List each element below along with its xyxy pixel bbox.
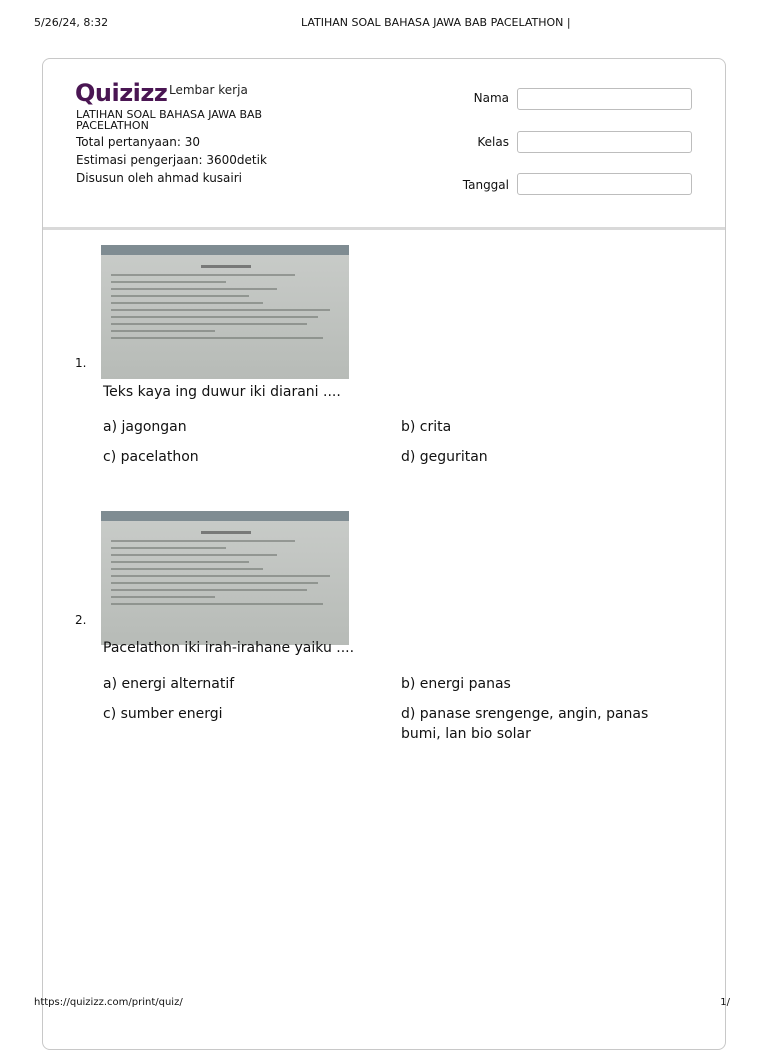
- print-date: 5/26/24, 8:32: [34, 16, 109, 29]
- total-questions: Total pertanyaan: 30: [76, 135, 200, 149]
- author: Disusun oleh ahmad kusairi: [76, 171, 243, 185]
- tanggal-field[interactable]: [517, 173, 692, 195]
- option-c[interactable]: c) sumber energi: [103, 706, 223, 722]
- question-image: [101, 511, 349, 645]
- tanggal-label: Tanggal: [462, 178, 509, 192]
- option-d[interactable]: d) geguritan: [401, 449, 488, 465]
- kelas-label: Kelas: [477, 135, 509, 149]
- sheet-type: Lembar kerja: [169, 83, 248, 97]
- quizizz-logo: Quizizz: [75, 79, 168, 107]
- question-text: Teks kaya ing duwur iki diarani ....: [103, 384, 341, 400]
- print-title: LATIHAN SOAL BAHASA JAWA BAB PACELATHON |: [301, 16, 571, 29]
- question-number: 1.: [75, 356, 87, 370]
- option-a[interactable]: a) energi alternatif: [103, 676, 235, 692]
- option-d[interactable]: d) panase srengenge, angin, panas bumi, lan bio solar: [401, 706, 649, 742]
- quiz-title: LATIHAN SOAL BAHASA JAWA BAB PACELATHON: [76, 108, 263, 132]
- print-url[interactable]: https://quizizz.com/print/quiz/: [34, 997, 183, 1008]
- question-text: Pacelathon iki irah-irahane yaiku ....: [103, 640, 355, 656]
- nama-label: Nama: [473, 91, 509, 105]
- estimated-time: Estimasi pengerjaan: 3600detik: [76, 153, 267, 167]
- option-b[interactable]: b) crita: [401, 419, 452, 435]
- option-c[interactable]: c) pacelathon: [103, 449, 199, 465]
- worksheet-header: [43, 59, 725, 230]
- option-a[interactable]: a) jagongan: [103, 419, 187, 435]
- kelas-field[interactable]: [517, 131, 692, 153]
- worksheet: [42, 58, 726, 1050]
- question-number: 2.: [75, 613, 87, 627]
- option-b[interactable]: b) energi panas: [401, 676, 511, 692]
- page-number: 1/: [720, 997, 730, 1008]
- nama-field[interactable]: [517, 88, 692, 110]
- question-image: [101, 245, 349, 379]
